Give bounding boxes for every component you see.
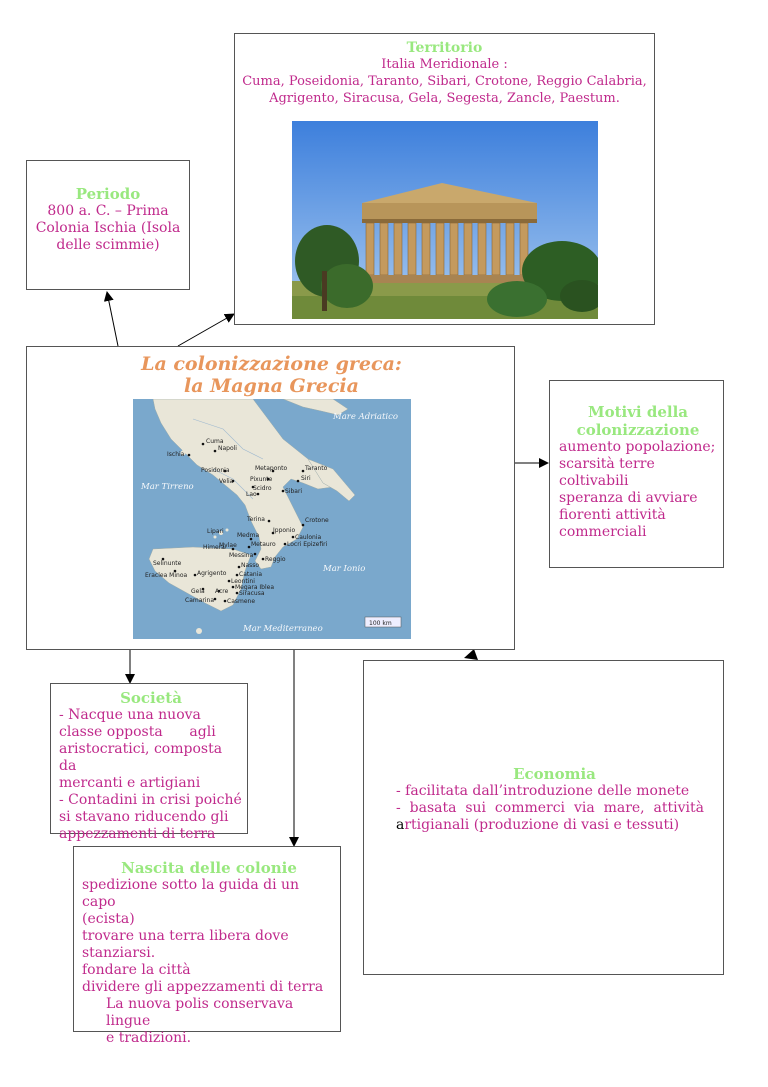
- map-city-locri: Locri Epizefiri: [287, 541, 328, 548]
- arrow-to-periodo: [107, 292, 118, 346]
- societa-line-7: appezzamenti di terra: [59, 826, 216, 842]
- economia-line2: - basata sui commerci via mare, attività: [396, 800, 704, 816]
- nascita-title: Nascita delle colonie: [121, 859, 297, 877]
- map-city-camarina: Camarina: [185, 597, 215, 604]
- motivi-item-2: scarsità terre: [559, 456, 655, 472]
- territorio-box: [234, 33, 655, 325]
- map-city-casmene: Casmene: [227, 598, 256, 605]
- map-city-ischia: Ischia: [167, 451, 185, 458]
- map-city-mylae: Mylae: [219, 542, 237, 549]
- map-city-caulonia: Caulonia: [295, 534, 322, 541]
- nascita-line-6: dividere gli appezzamenti di terra: [82, 979, 324, 995]
- map-city-gela: Gela: [191, 588, 205, 595]
- motivi-box: [549, 380, 724, 568]
- nascita-line-2: (ecista): [82, 911, 135, 927]
- societa-line-1: - Nacque una nuova: [59, 707, 201, 723]
- map-sea-tirreno: Mar Tirreno: [141, 482, 194, 492]
- map-sea-adriatico: Mare Adriatico: [333, 412, 399, 422]
- arrow-to-territorio: [178, 314, 234, 346]
- periodo-box: [26, 160, 190, 290]
- periodo-line2: Colonia Ischia (Isola: [35, 220, 181, 236]
- map-city-metauro: Metauro: [251, 541, 276, 548]
- map-city-sibari: Sibari: [285, 488, 303, 495]
- central-title-line1: La colonizzazione greca:: [141, 353, 402, 375]
- map-city-lao: Lao: [246, 491, 257, 498]
- map-city-napoli: Napoli: [218, 445, 237, 452]
- map-city-taranto: Taranto: [305, 465, 328, 472]
- map-city-terina: Terina: [247, 516, 265, 523]
- periodo-title: Periodo: [75, 185, 141, 203]
- map-scale: 100 km: [369, 620, 392, 627]
- economia-title: Economia: [513, 765, 596, 783]
- societa-line-5: - Contadini in crisi poiché: [59, 792, 242, 808]
- societa-line-6: si stavano riducendo gli: [59, 809, 229, 825]
- societa-line-2: classe opposta agli: [59, 724, 216, 740]
- territorio-cities-line1: Cuma, Poseidonia, Taranto, Sibari, Crotone, Reggio Calabria,: [242, 74, 647, 89]
- economia-box: [363, 660, 724, 975]
- map-city-messina: Messina: [229, 552, 254, 559]
- central-title-line2: la Magna Grecia: [184, 375, 359, 397]
- nascita-line-4: stanziarsi.: [82, 945, 156, 961]
- map-city-velia: Velia: [219, 478, 234, 485]
- map-city-reggio: Reggio: [265, 556, 286, 563]
- arrow-economia-head: [464, 649, 478, 660]
- nascita-indent-1: La nuova polis conservava lingue: [106, 996, 294, 1029]
- map-city-catania: Catania: [239, 571, 263, 578]
- map-city-leontini: Leontini: [231, 578, 255, 585]
- societa-box: [50, 683, 248, 842]
- map-city-pixunte: Pixunte: [250, 476, 273, 483]
- map-city-medma: Medma: [237, 532, 260, 539]
- periodo-line1: 800 a. C. – Prima: [47, 203, 169, 219]
- map-city-scidro: Scidro: [253, 485, 272, 492]
- map-city-himera: Himera: [203, 544, 225, 551]
- territorio-cities-line2: Agrigento, Siracusa, Gela, Segesta, Zancle, Paestum.: [269, 91, 620, 106]
- motivi-item-6: commerciali: [559, 524, 647, 540]
- motivi-title-line1: Motivi della: [587, 403, 689, 421]
- nascita-line-1: spedizione sotto la guida di un capo: [82, 877, 300, 910]
- nascita-line-3: trovare una terra libera dove: [82, 928, 289, 944]
- map-city-acre: Acre: [215, 588, 229, 595]
- motivi-item-4: speranza di avviare: [559, 490, 698, 506]
- economia-line1: - facilitata dall’introduzione delle monete: [396, 783, 690, 799]
- societa-line-3: aristocratici, composta da: [59, 741, 223, 774]
- map-city-ipponio: Ipponio: [273, 527, 296, 534]
- societa-title: Società: [120, 689, 182, 707]
- map-sea-ionio: Mar Ionio: [323, 564, 366, 574]
- nascita-box: [73, 846, 341, 1046]
- temple-photo: [292, 121, 598, 319]
- map-city-crotone: Crotone: [305, 517, 329, 524]
- societa-line-4: mercanti e artigiani: [59, 775, 201, 791]
- territorio-title: Territorio: [406, 40, 483, 56]
- map-city-metaponto: Metaponto: [255, 465, 288, 472]
- map-city-posidonia: Posidonia: [201, 467, 230, 474]
- map-city-selinunte: Selinunte: [153, 560, 182, 567]
- map-city-megara: Megara Iblea: [235, 584, 275, 591]
- nascita-indent-2: e tradizioni.: [106, 1030, 192, 1046]
- map-city-nasso: Nasso: [241, 562, 260, 569]
- economia-line3: artigianali (produzione di vasi e tessuti): [396, 817, 680, 833]
- motivi-item-3: coltivabili: [559, 473, 629, 489]
- map-city-siracusa: Siracusa: [239, 590, 265, 597]
- central-box: [26, 346, 515, 650]
- periodo-line3: delle scimmie): [56, 237, 160, 253]
- motivi-item-1: aumento popolazione;: [559, 439, 716, 455]
- map-city-eraclea: Eraclea Minoa: [145, 572, 188, 579]
- motivi-title-line2: colonizzazione: [576, 421, 700, 439]
- motivi-item-5: fiorenti attività: [559, 507, 666, 523]
- magna-grecia-map: [133, 399, 411, 639]
- map-city-lipari: Lipari: [207, 528, 224, 535]
- territorio-subtitle: Italia Meridionale :: [381, 57, 508, 72]
- map-city-cuma: Cuma: [206, 438, 224, 445]
- nascita-line-5: fondare la città: [82, 962, 191, 978]
- map-city-siri: Siri: [301, 475, 311, 482]
- map-sea-mediterraneo: Mar Mediterraneo: [243, 624, 323, 634]
- map-city-agrigento: Agrigento: [197, 570, 227, 577]
